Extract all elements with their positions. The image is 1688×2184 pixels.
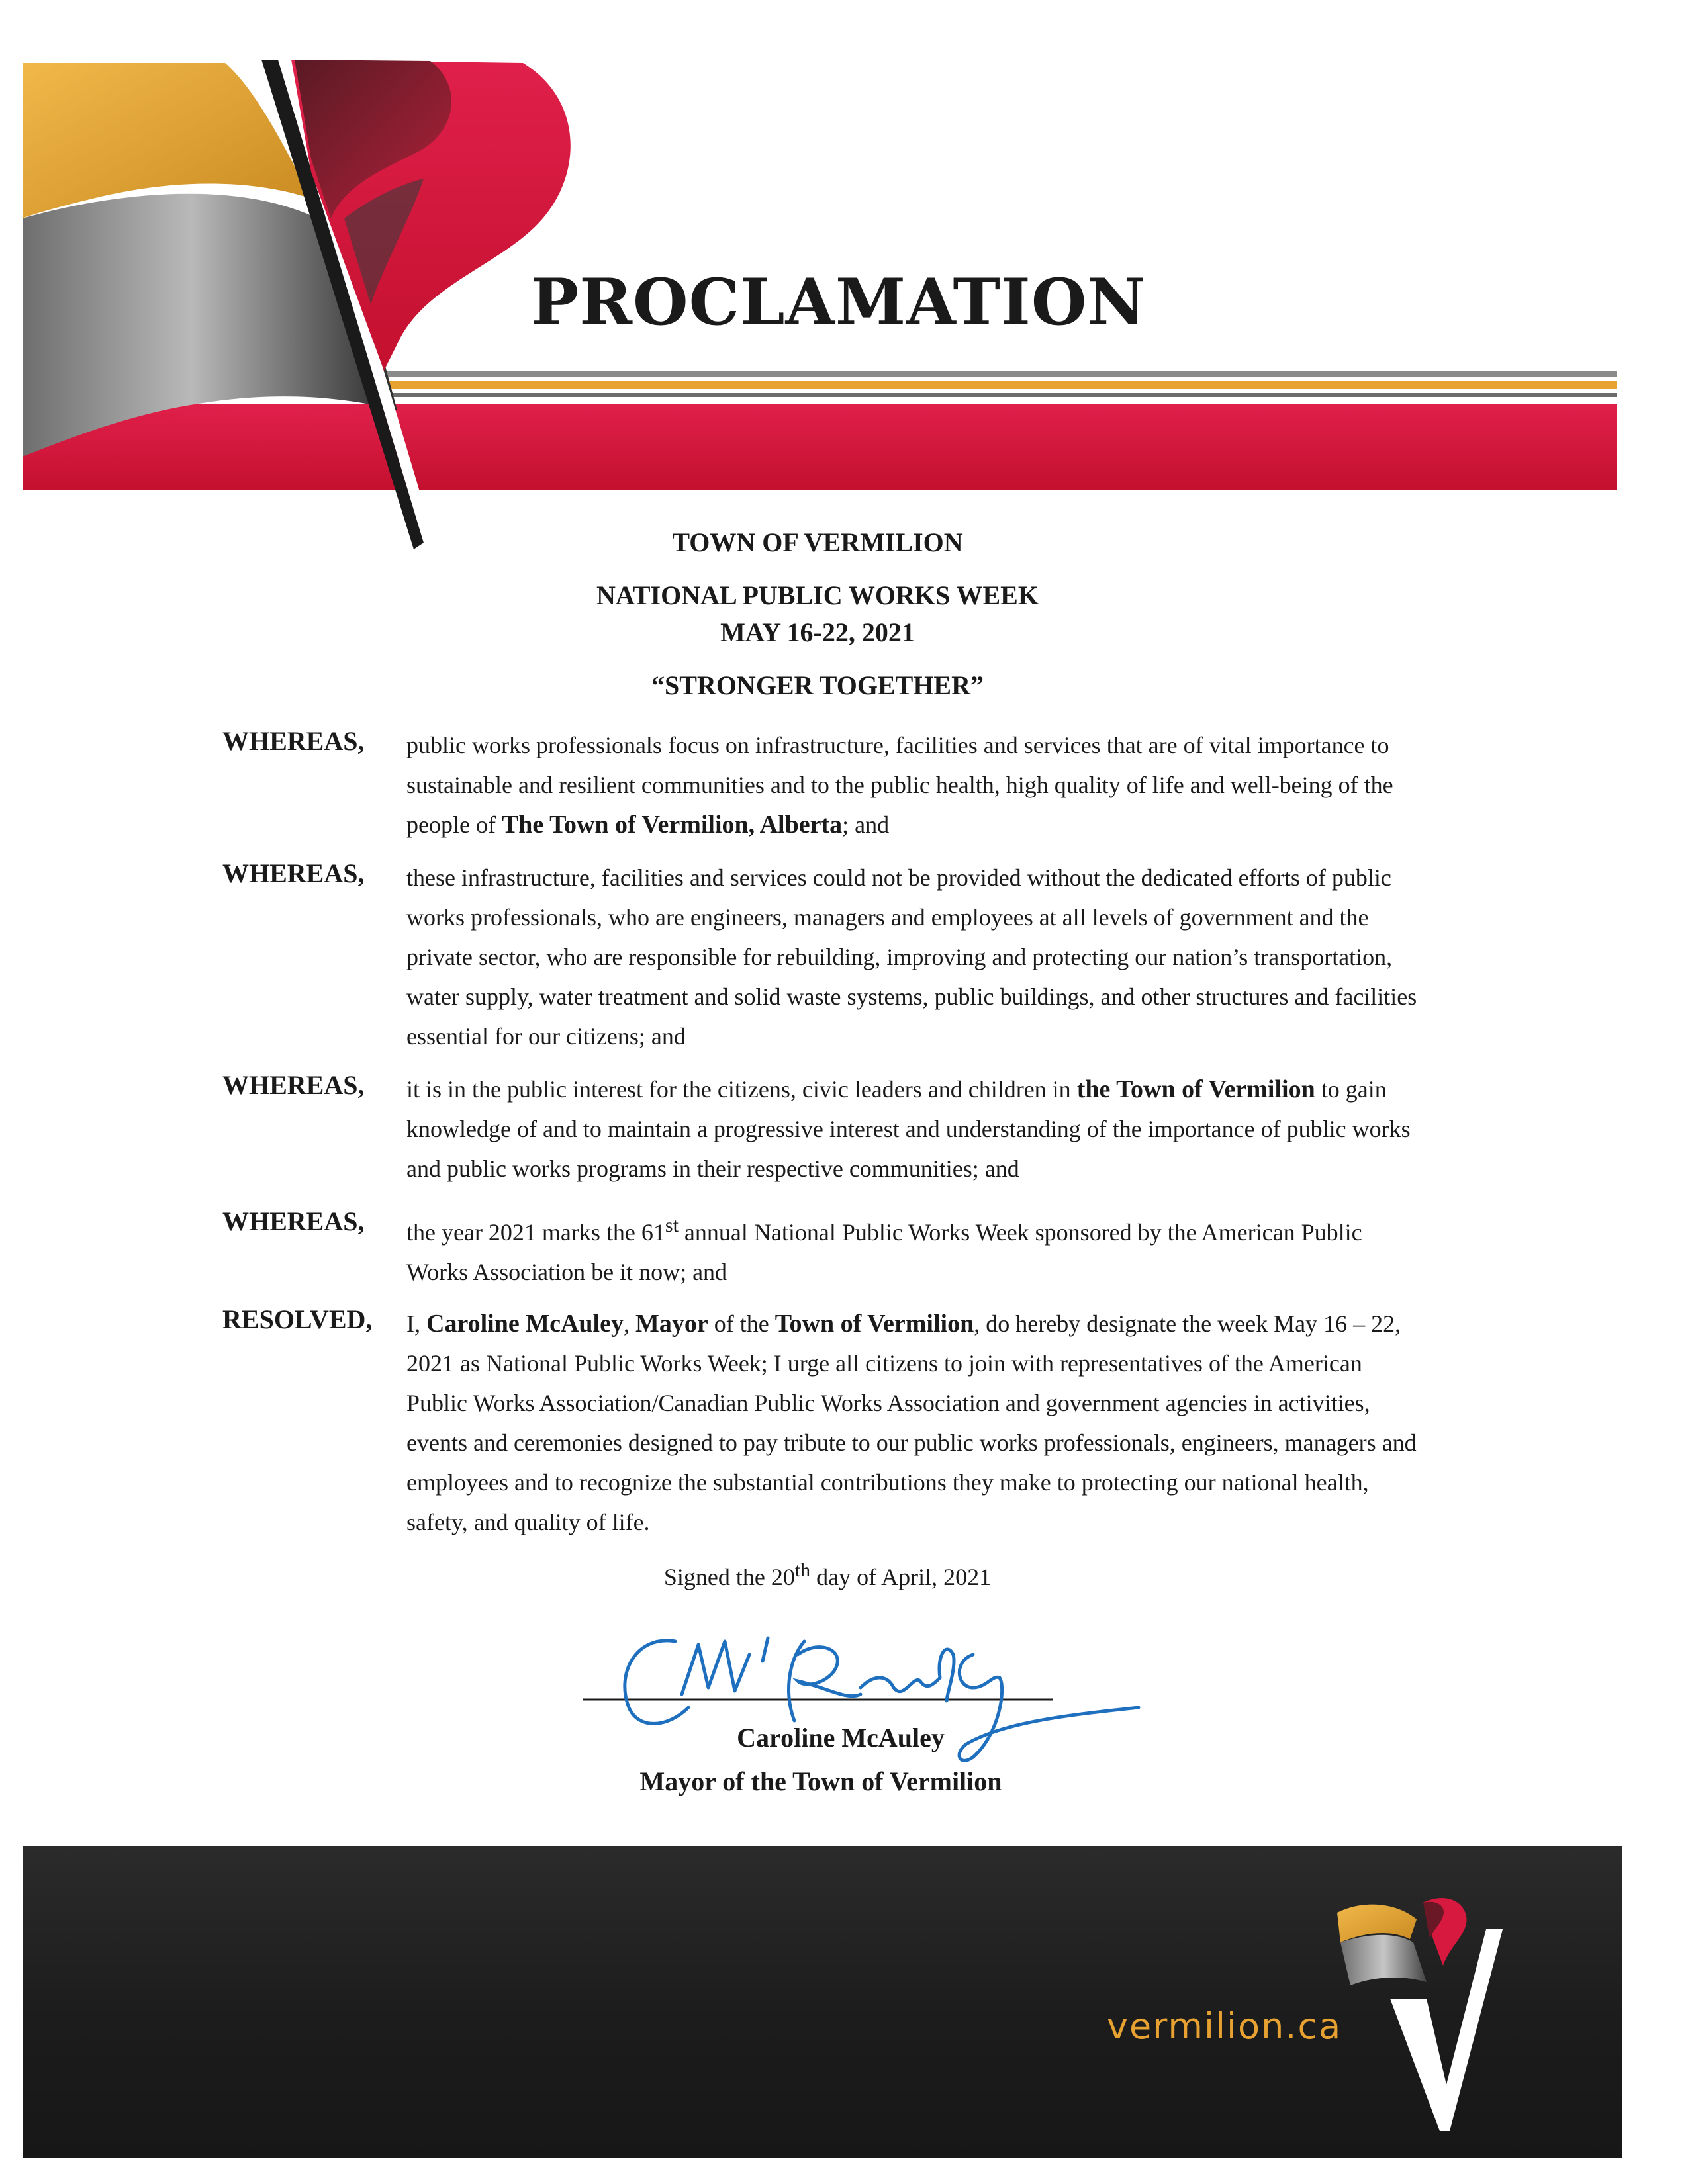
theme-heading: “STRONGER TOGETHER” [651, 670, 984, 700]
town-heading: TOWN OF VERMILION [672, 527, 963, 557]
proclamation-title: PROCLAMATION [531, 265, 1147, 340]
signer-name: Caroline McAuley [737, 1723, 945, 1752]
clause-text: these infrastructure, facilities and services could not be provided without the dedicated efforts of public works professionals, who are engineers, managers and employees at all levels of government and the private sector, who are responsible for rebuilding, improving and protecting our nation’s transportation, water supply, water treatment and solid waste systems, public buildings, and other structures and facilities essential for our citizens; and [406, 864, 1417, 1050]
clause-label: WHEREAS, [222, 1070, 365, 1100]
clause-label: WHEREAS, [222, 726, 365, 756]
signed-date: Signed the 20th day of April, 2021 [663, 1559, 992, 1590]
clause-text: public works professionals focus on infrastructure, facilities and services that are of vital importance to sustainable and resilient communities and to the public health, high quality of life and well-being of the people of The Town of Vermilion, Alberta; and [406, 732, 1393, 839]
clause-text: I, Caroline McAuley, Mayor of the Town of Vermilion, do hereby designate the week May 16 – 22, 2021 as National Public Works Week; I urge all citizens to join with representatives of the American Public Works Association/Canadian Public Works Association and government agencies in activities, events and ceremonies designed to pay tribute to our public works professionals, engineers, managers and employees and to recognize the substantial contributions they make to protecting our national health, safety, and quality of life. [406, 1310, 1417, 1535]
clause-text: it is in the public interest for the citizens, civic leaders and children in the Town of Vermilion to gain knowledge of and to maintain a progressive interest and understanding of the importance of public works and public works programs in their respective communities; and [406, 1075, 1411, 1182]
website-link[interactable]: vermilion.ca [1107, 2005, 1342, 2047]
header-dark-stripe [344, 393, 1617, 397]
vermilion-logo [1311, 1866, 1536, 2144]
dates-heading: MAY 16-22, 2021 [720, 617, 915, 647]
clause-text: the year 2021 marks the 61st annual National Public Works Week sponsored by the American Public Works Association be it now; and [406, 1214, 1362, 1285]
header-grey-stripe [344, 371, 1617, 377]
clause-label: RESOLVED, [222, 1304, 373, 1334]
clause-label: WHEREAS, [222, 858, 365, 888]
signer-title: Mayor of the Town of Vermilion [639, 1766, 1002, 1796]
event-heading: NATIONAL PUBLIC WORKS WEEK [596, 580, 1039, 610]
logo-grey-petal [1340, 1935, 1427, 1985]
header-gold-stripe [344, 381, 1617, 389]
clause-label: WHEREAS, [222, 1206, 365, 1236]
